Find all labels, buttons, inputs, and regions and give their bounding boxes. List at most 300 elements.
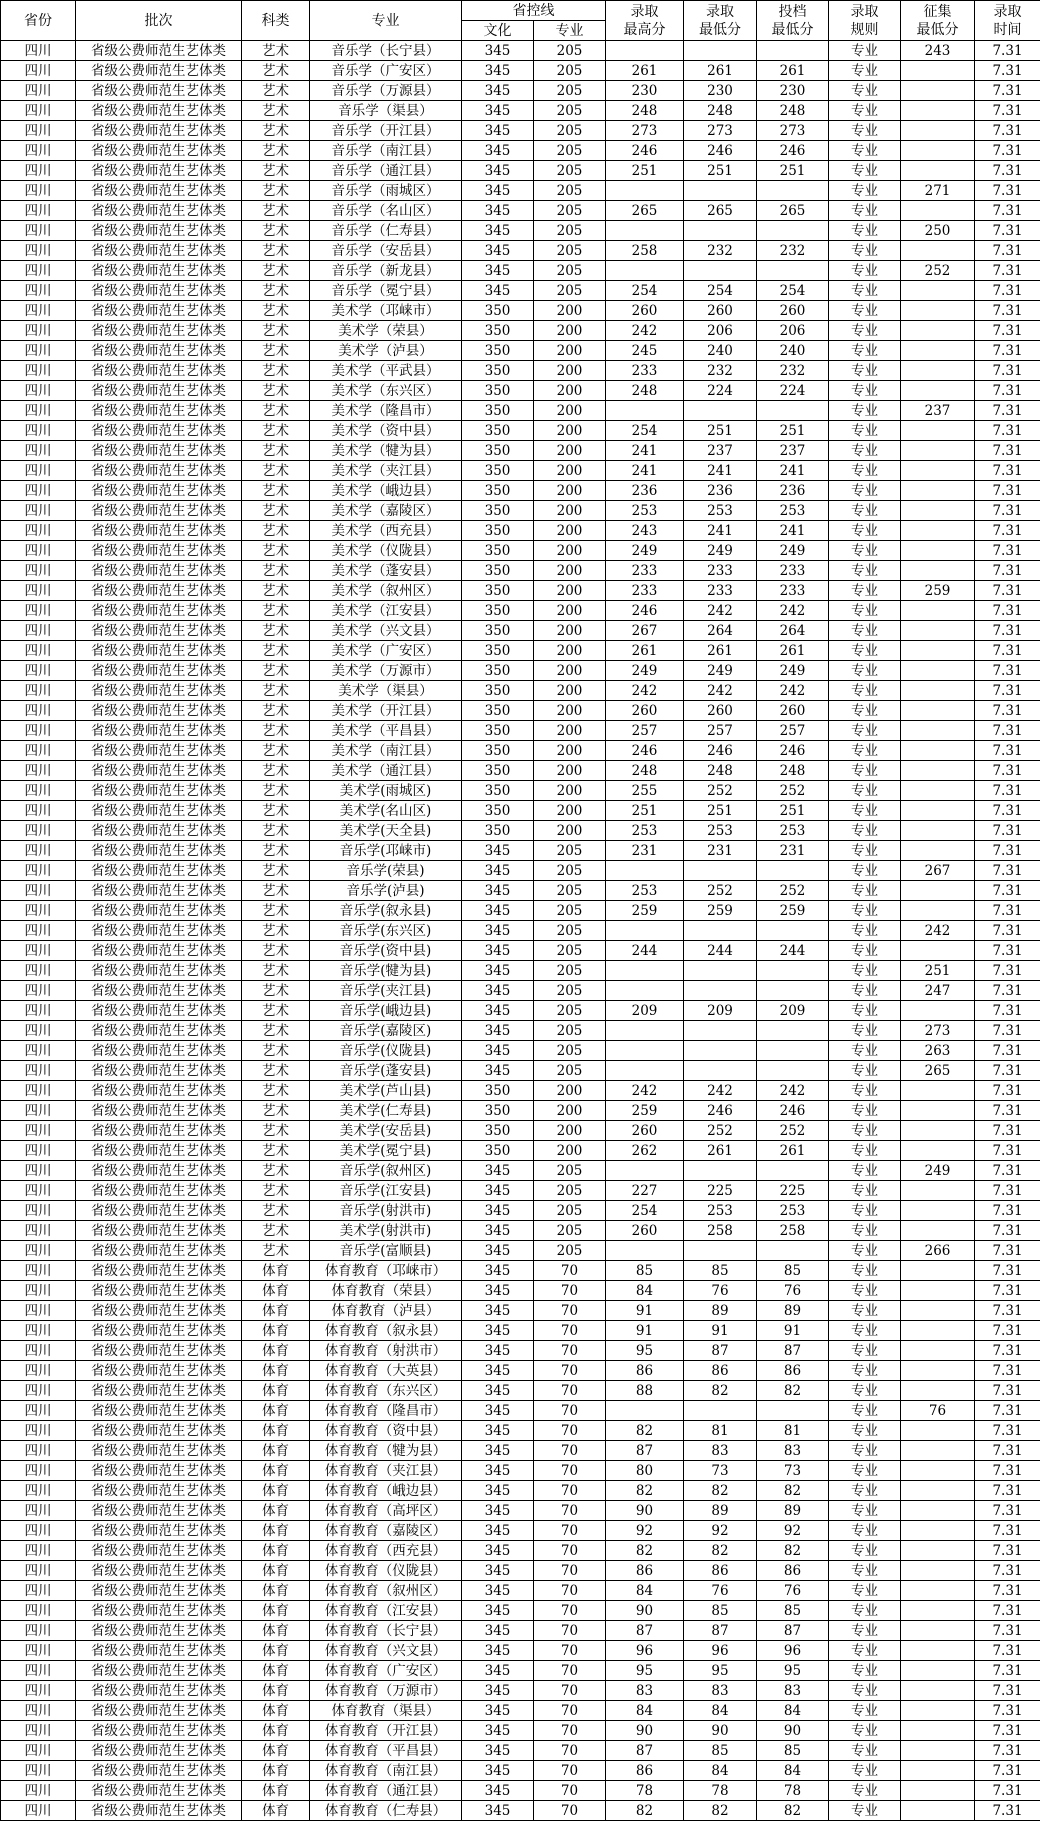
- cell-max-score: [606, 401, 684, 421]
- cell-province: 四川: [1, 1261, 76, 1281]
- cell-min-score: 242: [684, 681, 757, 701]
- cell-time: 7.31: [975, 401, 1040, 421]
- cell-file-min: 246: [757, 141, 829, 161]
- cell-time: 7.31: [975, 481, 1040, 501]
- cell-specialty-line: 200: [534, 1081, 606, 1101]
- cell-time: 7.31: [975, 1301, 1040, 1321]
- cell-rule: 专业: [829, 461, 901, 481]
- cell-specialty-line: 70: [534, 1641, 606, 1661]
- cell-batch: 省级公费师范生艺体类: [76, 561, 242, 581]
- cell-specialty-line: 70: [534, 1701, 606, 1721]
- cell-batch: 省级公费师范生艺体类: [76, 281, 242, 301]
- cell-culture-line: 345: [462, 1681, 534, 1701]
- table-row: [1, 861, 1040, 881]
- cell-category: 艺术: [242, 641, 310, 661]
- cell-province: 四川: [1, 101, 76, 121]
- cell-max-score: 87: [606, 1441, 684, 1461]
- cell-culture-line: 345: [462, 1721, 534, 1741]
- cell-rule: 专业: [829, 561, 901, 581]
- cell-file-min: 231: [757, 841, 829, 861]
- cell-file-min: 260: [757, 301, 829, 321]
- cell-culture-line: 345: [462, 1521, 534, 1541]
- cell-min-score: 82: [684, 1481, 757, 1501]
- cell-batch: 省级公费师范生艺体类: [76, 61, 242, 81]
- cell-major: 体育教育（夹江县）: [310, 1461, 462, 1481]
- table-row: [1, 1241, 1040, 1261]
- cell-culture-line: 350: [462, 641, 534, 661]
- cell-rule: 专业: [829, 381, 901, 401]
- cell-file-min: [757, 181, 829, 201]
- cell-min-score: 73: [684, 1461, 757, 1481]
- cell-file-min: 82: [757, 1541, 829, 1561]
- cell-max-score: 253: [606, 501, 684, 521]
- table-row: [1, 241, 1040, 261]
- cell-collect-min: [901, 521, 975, 541]
- cell-file-min: [757, 1021, 829, 1041]
- cell-max-score: 259: [606, 1101, 684, 1121]
- cell-time: 7.31: [975, 41, 1040, 61]
- cell-time: 7.31: [975, 341, 1040, 361]
- cell-min-score: 84: [684, 1761, 757, 1781]
- cell-time: 7.31: [975, 1801, 1040, 1821]
- cell-culture-line: 345: [462, 1401, 534, 1421]
- cell-min-score: 244: [684, 941, 757, 961]
- table-row: [1, 41, 1040, 61]
- cell-max-score: 254: [606, 421, 684, 441]
- table-row: [1, 481, 1040, 501]
- cell-specialty-line: 70: [534, 1601, 606, 1621]
- cell-category: 艺术: [242, 861, 310, 881]
- cell-max-score: 267: [606, 621, 684, 641]
- cell-rule: 专业: [829, 221, 901, 241]
- cell-province: 四川: [1, 661, 76, 681]
- cell-max-score: 83: [606, 1681, 684, 1701]
- cell-collect-min: [901, 421, 975, 441]
- cell-province: 四川: [1, 881, 76, 901]
- table-row: [1, 1141, 1040, 1161]
- cell-batch: 省级公费师范生艺体类: [76, 701, 242, 721]
- cell-major: 美术学（平武县）: [310, 361, 462, 381]
- cell-specialty-line: 70: [534, 1661, 606, 1681]
- table-row: [1, 1761, 1040, 1781]
- table-row: [1, 181, 1040, 201]
- cell-file-min: 84: [757, 1761, 829, 1781]
- cell-province: 四川: [1, 361, 76, 381]
- cell-collect-min: [901, 681, 975, 701]
- cell-culture-line: 345: [462, 1541, 534, 1561]
- cell-category: 艺术: [242, 301, 310, 321]
- table-row: [1, 1081, 1040, 1101]
- cell-file-min: [757, 401, 829, 421]
- cell-major: 美术学(名山区): [310, 801, 462, 821]
- cell-culture-line: 345: [462, 201, 534, 221]
- cell-major: 音乐学（通江县）: [310, 161, 462, 181]
- cell-category: 体育: [242, 1761, 310, 1781]
- cell-category: 体育: [242, 1361, 310, 1381]
- cell-file-min: 254: [757, 281, 829, 301]
- cell-max-score: 244: [606, 941, 684, 961]
- cell-specialty-line: 205: [534, 81, 606, 101]
- cell-min-score: 246: [684, 141, 757, 161]
- cell-time: 7.31: [975, 621, 1040, 641]
- cell-max-score: 248: [606, 381, 684, 401]
- cell-specialty-line: 200: [534, 381, 606, 401]
- cell-province: 四川: [1, 1601, 76, 1621]
- cell-major: 美术学（泸县）: [310, 341, 462, 361]
- cell-max-score: 87: [606, 1741, 684, 1761]
- cell-specialty-line: 200: [534, 501, 606, 521]
- cell-specialty-line: 200: [534, 1141, 606, 1161]
- cell-file-min: 273: [757, 121, 829, 141]
- cell-culture-line: 345: [462, 981, 534, 1001]
- cell-province: 四川: [1, 1241, 76, 1261]
- cell-time: 7.31: [975, 1201, 1040, 1221]
- cell-collect-min: 251: [901, 961, 975, 981]
- cell-major: 音乐学(仪陇县): [310, 1041, 462, 1061]
- cell-collect-min: [901, 761, 975, 781]
- cell-province: 四川: [1, 1001, 76, 1021]
- cell-specialty-line: 205: [534, 881, 606, 901]
- cell-culture-line: 350: [462, 421, 534, 441]
- cell-rule: 专业: [829, 621, 901, 641]
- cell-category: 艺术: [242, 1061, 310, 1081]
- cell-major: 体育教育（广安区）: [310, 1661, 462, 1681]
- cell-province: 四川: [1, 721, 76, 741]
- cell-file-min: [757, 261, 829, 281]
- cell-file-min: [757, 221, 829, 241]
- cell-min-score: 249: [684, 541, 757, 561]
- cell-province: 四川: [1, 1161, 76, 1181]
- cell-province: 四川: [1, 221, 76, 241]
- cell-specialty-line: 200: [534, 781, 606, 801]
- cell-batch: 省级公费师范生艺体类: [76, 601, 242, 621]
- cell-collect-min: 265: [901, 1061, 975, 1081]
- cell-max-score: [606, 1401, 684, 1421]
- cell-file-min: 261: [757, 641, 829, 661]
- cell-rule: 专业: [829, 1761, 901, 1781]
- cell-min-score: [684, 861, 757, 881]
- cell-time: 7.31: [975, 1581, 1040, 1601]
- cell-culture-line: 345: [462, 161, 534, 181]
- cell-major: 体育教育（东兴区）: [310, 1381, 462, 1401]
- cell-file-min: 242: [757, 601, 829, 621]
- cell-culture-line: 345: [462, 1301, 534, 1321]
- cell-collect-min: [901, 441, 975, 461]
- cell-file-min: [757, 41, 829, 61]
- cell-min-score: 95: [684, 1661, 757, 1681]
- cell-max-score: 90: [606, 1601, 684, 1621]
- cell-max-score: 246: [606, 601, 684, 621]
- table-row: [1, 821, 1040, 841]
- cell-culture-line: 350: [462, 481, 534, 501]
- cell-time: 7.31: [975, 981, 1040, 1001]
- cell-file-min: 76: [757, 1581, 829, 1601]
- cell-specialty-line: 200: [534, 421, 606, 441]
- cell-province: 四川: [1, 941, 76, 961]
- cell-category: 艺术: [242, 201, 310, 221]
- cell-min-score: 252: [684, 781, 757, 801]
- cell-max-score: 92: [606, 1521, 684, 1541]
- cell-culture-line: 345: [462, 1421, 534, 1441]
- cell-file-min: 249: [757, 541, 829, 561]
- cell-collect-min: 263: [901, 1041, 975, 1061]
- cell-batch: 省级公费师范生艺体类: [76, 1741, 242, 1761]
- cell-province: 四川: [1, 1641, 76, 1661]
- table-row: [1, 921, 1040, 941]
- cell-category: 体育: [242, 1621, 310, 1641]
- cell-min-score: 87: [684, 1621, 757, 1641]
- cell-time: 7.31: [975, 1741, 1040, 1761]
- cell-batch: 省级公费师范生艺体类: [76, 121, 242, 141]
- cell-specialty-line: 205: [534, 1181, 606, 1201]
- cell-specialty-line: 205: [534, 1161, 606, 1181]
- cell-category: 艺术: [242, 1021, 310, 1041]
- cell-file-min: 82: [757, 1381, 829, 1401]
- cell-category: 艺术: [242, 1101, 310, 1121]
- table-row: [1, 1461, 1040, 1481]
- cell-category: 艺术: [242, 681, 310, 701]
- cell-major: 音乐学(叙州区): [310, 1161, 462, 1181]
- cell-max-score: 241: [606, 461, 684, 481]
- cell-specialty-line: 205: [534, 241, 606, 261]
- cell-min-score: 231: [684, 841, 757, 861]
- table-row: [1, 341, 1040, 361]
- cell-specialty-line: 70: [534, 1541, 606, 1561]
- cell-time: 7.31: [975, 881, 1040, 901]
- cell-category: 体育: [242, 1721, 310, 1741]
- cell-batch: 省级公费师范生艺体类: [76, 1681, 242, 1701]
- cell-collect-min: [901, 1281, 975, 1301]
- cell-major: 音乐学（南江县）: [310, 141, 462, 161]
- cell-category: 艺术: [242, 1221, 310, 1241]
- cell-rule: 专业: [829, 681, 901, 701]
- cell-rule: 专业: [829, 1601, 901, 1621]
- cell-specialty-line: 205: [534, 181, 606, 201]
- table-row: [1, 1181, 1040, 1201]
- table-row: [1, 961, 1040, 981]
- cell-collect-min: [901, 1721, 975, 1741]
- cell-collect-min: [901, 201, 975, 221]
- table-row: [1, 1541, 1040, 1561]
- table-row: [1, 261, 1040, 281]
- cell-specialty-line: 200: [534, 761, 606, 781]
- cell-province: 四川: [1, 1441, 76, 1461]
- cell-category: 艺术: [242, 141, 310, 161]
- cell-time: 7.31: [975, 1681, 1040, 1701]
- cell-specialty-line: 200: [534, 1101, 606, 1121]
- cell-culture-line: 345: [462, 1641, 534, 1661]
- cell-category: 艺术: [242, 801, 310, 821]
- cell-culture-line: 345: [462, 221, 534, 241]
- cell-time: 7.31: [975, 1121, 1040, 1141]
- table-row: [1, 1621, 1040, 1641]
- cell-time: 7.31: [975, 1721, 1040, 1741]
- cell-batch: 省级公费师范生艺体类: [76, 521, 242, 541]
- table-row: [1, 1121, 1040, 1141]
- cell-rule: 专业: [829, 1361, 901, 1381]
- cell-min-score: 86: [684, 1561, 757, 1581]
- cell-category: 体育: [242, 1781, 310, 1801]
- cell-rule: 专业: [829, 1421, 901, 1441]
- cell-specialty-line: 205: [534, 1021, 606, 1041]
- cell-rule: 专业: [829, 641, 901, 661]
- cell-rule: 专业: [829, 661, 901, 681]
- cell-rule: 专业: [829, 1141, 901, 1161]
- cell-batch: 省级公费师范生艺体类: [76, 761, 242, 781]
- table-row: [1, 1521, 1040, 1541]
- table-row: [1, 1421, 1040, 1441]
- cell-culture-line: 350: [462, 521, 534, 541]
- cell-time: 7.31: [975, 961, 1040, 981]
- cell-rule: 专业: [829, 1481, 901, 1501]
- cell-specialty-line: 200: [534, 641, 606, 661]
- cell-max-score: 233: [606, 561, 684, 581]
- cell-culture-line: 345: [462, 1321, 534, 1341]
- cell-rule: 专业: [829, 441, 901, 461]
- cell-time: 7.31: [975, 641, 1040, 661]
- cell-major: 美术学(仁寿县): [310, 1101, 462, 1121]
- cell-time: 7.31: [975, 1281, 1040, 1301]
- cell-major: 音乐学(富顺县): [310, 1241, 462, 1261]
- cell-province: 四川: [1, 861, 76, 881]
- cell-province: 四川: [1, 341, 76, 361]
- cell-time: 7.31: [975, 1081, 1040, 1101]
- cell-major: 美术学(天全县): [310, 821, 462, 841]
- cell-province: 四川: [1, 1381, 76, 1401]
- cell-file-min: 73: [757, 1461, 829, 1481]
- table-row: [1, 441, 1040, 461]
- cell-major: 美术学（广安区）: [310, 641, 462, 661]
- cell-batch: 省级公费师范生艺体类: [76, 1581, 242, 1601]
- cell-max-score: 249: [606, 661, 684, 681]
- cell-category: 艺术: [242, 561, 310, 581]
- cell-batch: 省级公费师范生艺体类: [76, 41, 242, 61]
- cell-collect-min: [901, 1201, 975, 1221]
- cell-min-score: 89: [684, 1501, 757, 1521]
- cell-min-score: 91: [684, 1321, 757, 1341]
- cell-culture-line: 350: [462, 401, 534, 421]
- cell-batch: 省级公费师范生艺体类: [76, 661, 242, 681]
- cell-category: 艺术: [242, 941, 310, 961]
- cell-culture-line: 345: [462, 121, 534, 141]
- cell-major: 美术学（嘉陵区）: [310, 501, 462, 521]
- cell-max-score: 82: [606, 1801, 684, 1821]
- cell-culture-line: 345: [462, 1221, 534, 1241]
- cell-major: 体育教育（隆昌市）: [310, 1401, 462, 1421]
- cell-time: 7.31: [975, 1641, 1040, 1661]
- cell-collect-min: [901, 301, 975, 321]
- cell-min-score: 248: [684, 761, 757, 781]
- cell-specialty-line: 200: [534, 481, 606, 501]
- cell-rule: 专业: [829, 881, 901, 901]
- cell-culture-line: 350: [462, 301, 534, 321]
- cell-rule: 专业: [829, 1181, 901, 1201]
- cell-rule: 专业: [829, 1521, 901, 1541]
- cell-province: 四川: [1, 141, 76, 161]
- cell-category: 艺术: [242, 481, 310, 501]
- cell-min-score: [684, 1401, 757, 1421]
- cell-major: 体育教育（嘉陵区）: [310, 1521, 462, 1541]
- cell-major: 体育教育（叙永县）: [310, 1321, 462, 1341]
- cell-batch: 省级公费师范生艺体类: [76, 1781, 242, 1801]
- cell-max-score: 95: [606, 1661, 684, 1681]
- cell-time: 7.31: [975, 1761, 1040, 1781]
- table-row: [1, 1781, 1040, 1801]
- cell-min-score: 249: [684, 661, 757, 681]
- cell-rule: 专业: [829, 1041, 901, 1061]
- cell-culture-line: 350: [462, 1141, 534, 1161]
- cell-major: 美术学（万源市）: [310, 661, 462, 681]
- table-row: [1, 1641, 1040, 1661]
- cell-max-score: 231: [606, 841, 684, 861]
- cell-province: 四川: [1, 161, 76, 181]
- cell-collect-min: [901, 501, 975, 521]
- cell-major: 体育教育（江安县）: [310, 1601, 462, 1621]
- cell-min-score: 242: [684, 601, 757, 621]
- cell-time: 7.31: [975, 921, 1040, 941]
- cell-collect-min: [901, 1081, 975, 1101]
- cell-rule: 专业: [829, 1281, 901, 1301]
- cell-collect-min: [901, 1701, 975, 1721]
- cell-rule: 专业: [829, 81, 901, 101]
- cell-culture-line: 345: [462, 1161, 534, 1181]
- table-row: [1, 201, 1040, 221]
- cell-category: 艺术: [242, 181, 310, 201]
- cell-province: 四川: [1, 1521, 76, 1541]
- cell-collect-min: [901, 561, 975, 581]
- cell-specialty-line: 200: [534, 721, 606, 741]
- cell-collect-min: [901, 641, 975, 661]
- cell-collect-min: [901, 1341, 975, 1361]
- cell-max-score: 236: [606, 481, 684, 501]
- table-row: [1, 1161, 1040, 1181]
- cell-specialty-line: 205: [534, 1241, 606, 1261]
- cell-rule: 专业: [829, 821, 901, 841]
- cell-category: 艺术: [242, 261, 310, 281]
- cell-major: 音乐学（仁寿县）: [310, 221, 462, 241]
- cell-province: 四川: [1, 261, 76, 281]
- cell-batch: 省级公费师范生艺体类: [76, 1101, 242, 1121]
- cell-file-min: 248: [757, 101, 829, 121]
- cell-category: 艺术: [242, 921, 310, 941]
- cell-time: 7.31: [975, 1181, 1040, 1201]
- table-row: [1, 1721, 1040, 1741]
- cell-file-min: [757, 1401, 829, 1421]
- cell-province: 四川: [1, 1661, 76, 1681]
- cell-collect-min: 266: [901, 1241, 975, 1261]
- table-row: [1, 161, 1040, 181]
- cell-max-score: 82: [606, 1481, 684, 1501]
- cell-file-min: 87: [757, 1621, 829, 1641]
- cell-culture-line: 350: [462, 501, 534, 521]
- cell-min-score: 253: [684, 1201, 757, 1221]
- cell-culture-line: 345: [462, 861, 534, 881]
- cell-file-min: 261: [757, 1141, 829, 1161]
- table-row: [1, 1441, 1040, 1461]
- cell-major: 体育教育（高坪区）: [310, 1501, 462, 1521]
- cell-time: 7.31: [975, 1161, 1040, 1181]
- cell-category: 艺术: [242, 661, 310, 681]
- cell-province: 四川: [1, 61, 76, 81]
- table-row: [1, 901, 1040, 921]
- table-row: [1, 61, 1040, 81]
- cell-culture-line: 345: [462, 961, 534, 981]
- cell-file-min: 86: [757, 1561, 829, 1581]
- cell-specialty-line: 200: [534, 301, 606, 321]
- table-row: [1, 301, 1040, 321]
- table-row: [1, 1581, 1040, 1601]
- table-row: [1, 281, 1040, 301]
